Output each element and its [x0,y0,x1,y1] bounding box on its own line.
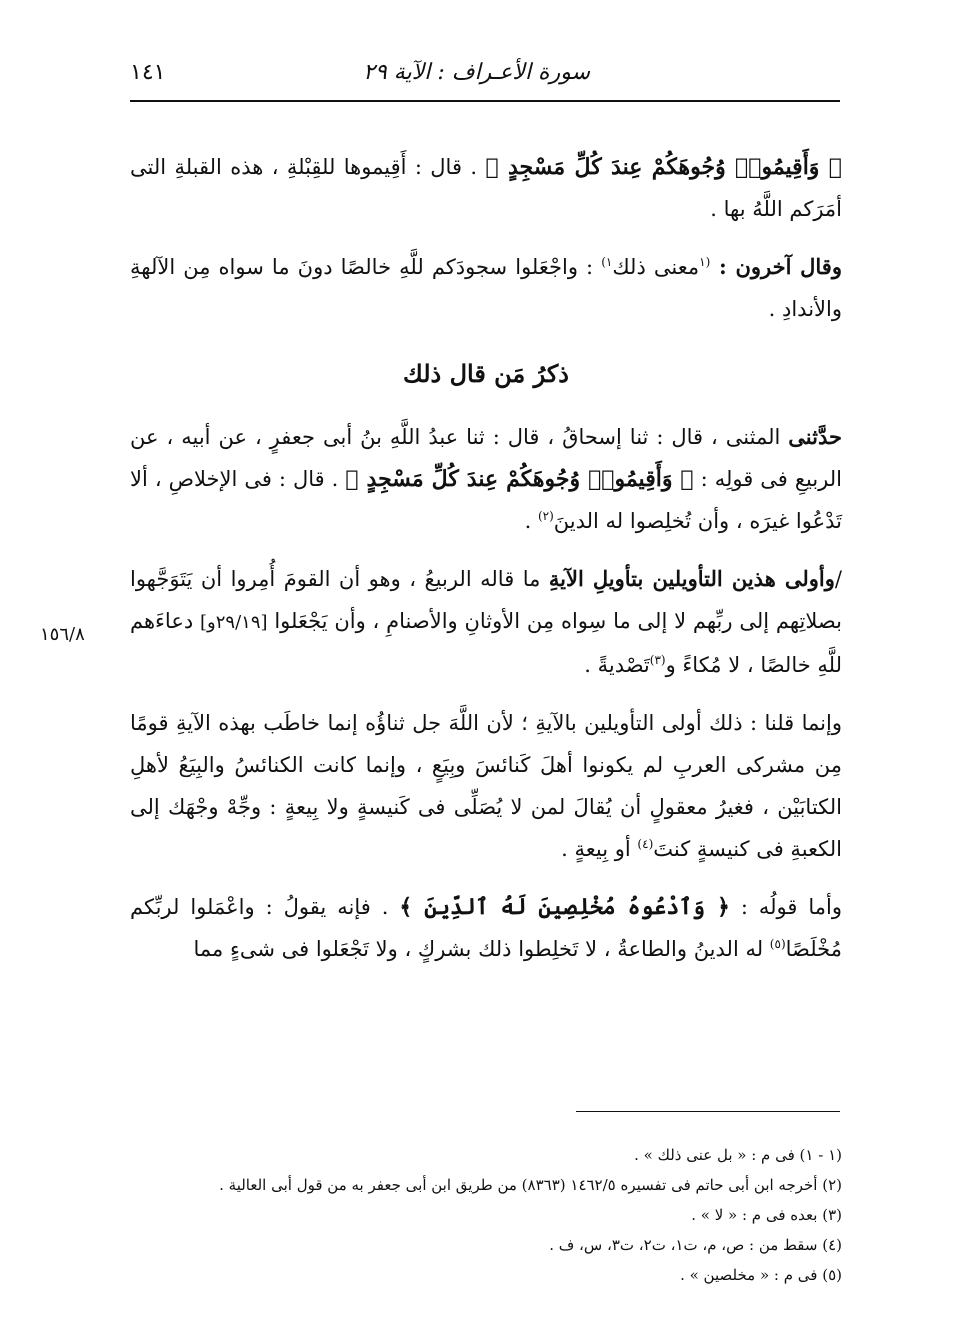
paragraph-text: تَصْديةً . [584,653,650,677]
running-title: سورة الأعـراف : الآية ٢٩ [363,60,590,85]
footnotes [130,1140,842,1290]
footnote-marker: (٢) [537,509,554,523]
margin-reference: ١٥٦/٨ [40,624,85,645]
footnote: (٥) فى م : « مخلصين » . [680,1266,842,1284]
quran-verse: ﴿ وَأَقِيمُوا۟ وُجُوهَكُمْ عِندَ كُلِّ مَسْجِدٍ ﴾ [485,154,843,180]
footnote-marker: (٥) [769,937,786,951]
footnote-marker: ١) [601,255,613,269]
paragraph-text: المثنى ، قال : ثنا إسحاقُ ، قال : ثنا عبدُ اللَّهِ بنُ أبى جعفرٍ ، عن أبيه ، عن الربيعِ فى قولِه : [130,425,843,491]
manuscript-ref: [٢٩/١٩و] [200,612,268,633]
quran-verse: ﴿ وَأَقِيمُوا۟ وُجُوهَكُمْ عِندَ كُلِّ مَسْجِدٍ ﴾ [345,466,694,492]
paragraph-1 [130,146,842,230]
paragraph-text: وأما قولُه : [729,895,842,919]
paragraph-text: . [524,509,538,533]
paragraph-lead: وأولى هذين التأويلين بتأويلِ الآيةِ [548,566,835,591]
footnote-marker: (١ [699,255,711,269]
paragraph-text: دعاءَهم للَّهِ خالصًا ، لا مُكاءً و [130,609,842,677]
paragraph-6 [130,886,842,970]
paragraph-text: معنى ذلك [612,255,700,279]
volume-break-mark: / [834,567,842,591]
page-header [130,60,840,94]
paragraph-lead: حدَّثنى [788,424,842,449]
paragraph-text: : واجْعَلوا سجودَكم للَّهِ خالصًا دونَ ما سواه مِن الآلهةِ والأندادِ . [130,255,842,321]
footnote-marker: (٣) [649,653,666,667]
quran-verse: ﴿ وَٱدْعُوهُ مُخْلِصِينَ لَهُ ٱلدِّينَ ﴾ [399,894,730,920]
paragraph-2 [130,246,842,330]
paragraph-3 [130,416,842,542]
paragraph-text: . فإنه يقولُ : واعْمَلوا لربِّكم مُخْلَصًا [130,895,842,961]
paragraph-text: أو بِيعةٍ . [561,837,638,861]
footnote: (٢) أخرجه ابن أبى حاتم فى تفسيره ١٤٦٢/٥ (٨٣٦٣) من طريق ابن أبى جعفر به من قول أبى العالية . [219,1176,842,1194]
footnote: (٣) بعده فى م : « لا » . [691,1206,842,1224]
paragraph-text: . قال : أَقِيموها للقِبْلةِ ، هذه القبلةِ التى أمَرَكم اللَّهُ بها . [130,155,842,221]
page-number: ١٤١ [130,60,166,85]
paragraph-5 [130,702,842,870]
footnote-rule [576,1111,840,1112]
header-rule [130,100,840,102]
paragraph-text: وإنما قلنا : ذلك أولى التأويلين بالآيةِ ؛ لأن اللَّهَ جل ثناؤُه إنما خاطَب بهذه الآيةِ قومًا مِن مشركى العربِ لم يكونوا أهلَ كَنائسَ وبِيَعٍ ، وإنما كانت الكنائسُ والبِيَعُ لأهلِ الكتابَيْن ، فغيرُ معقولٍ أن يُقالَ لمن لا يُصَلِّى فى كَنيسةٍ ولا بِيعةٍ : وجِّهْ وجْهَك إلى الكعبةِ فى كنيسةٍ كنتَ [130,711,842,861]
paragraph-lead: وقال آخرون : [710,254,842,279]
paragraph-text: له الدينُ والطاعةُ ، لا تَخلِطوا ذلك بشركٍ ، ولا تَجْعَلوا فى شىءٍ مما [193,937,770,961]
main-text [130,146,842,980]
section-heading: ذكرُ مَن قال ذلك [403,359,569,388]
footnote: (١ - ١) فى م : « بل عنى ذلك » . [634,1146,842,1164]
paragraph-4 [130,558,842,686]
paragraph-text: . قال : فى الإخلاصِ ، ألا تَدْعُوا غيرَه ، وأن تُخلِصوا له الدينَ [130,467,842,533]
footnote-marker: (٤) [637,837,654,851]
footnote: (٤) سقط من : ص، م، ت١، ت٢، ت٣، س، ف . [549,1236,842,1254]
paragraph-text: ما قاله الربيعُ ، وهو أن القومَ أُمِروا أن يَتَوَجَّهوا بصلاتِهم إلى ربِّهم لا إلى ما سِواه مِن الأوثانِ والأصنامِ ، وأن يَجْعَلوا [130,567,842,633]
